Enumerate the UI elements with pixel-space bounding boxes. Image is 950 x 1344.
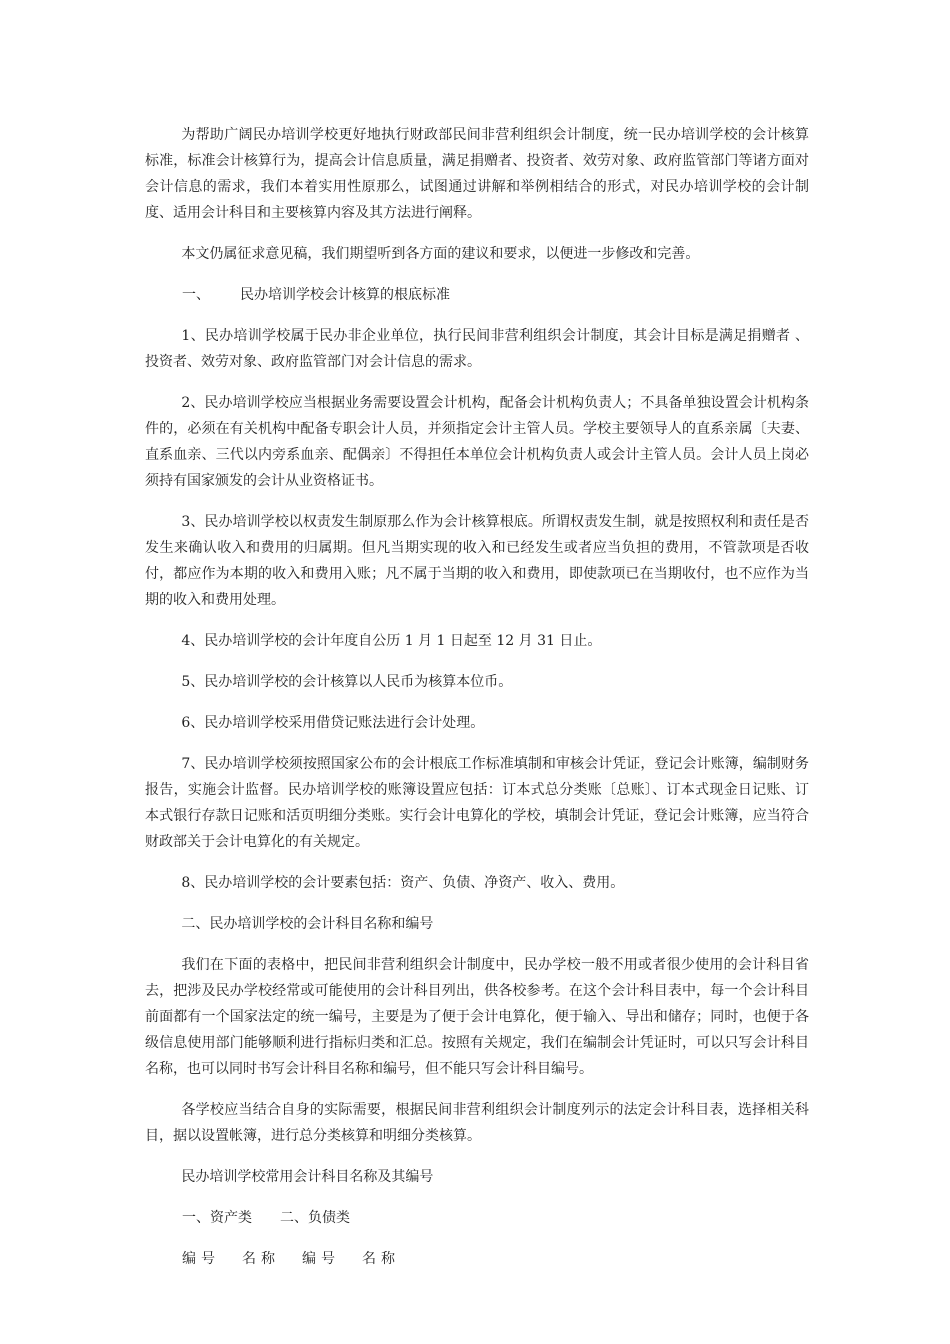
section-2-heading: 二、民办培训学校的会计科目名称和编号	[181, 916, 434, 932]
section-1-item-7: 7、民办培训学校须按照国家公布的会计根底工作标准填制和审核会计凭证，登记会计账簿，编制财务报告，实施会计监督。民办培训学校的账簿设置应包括：订本式总分类账〔总账〕、订本式现金日记账、订本式银行存款日记账和活页明细分类账。实行会计电算化的学校，填制会计凭证，登记会计账簿，应当符合财政部关于会计电算化的有关规定。	[145, 756, 809, 850]
section-1-number: 一、	[182, 287, 210, 303]
section-1-item-2: 2、民办培训学校应当根据业务需要设置会计机构，配备会计机构负责人；不具备单独设置会计机构条件的，必须在有关机构中配备专职会计人员，并须指定会计主管人员。学校主要领导人的直系亲属〔夫妻、直系血亲、三代以内旁系血亲、配偶亲〕不得担任本单位会计机构负责人或会计主管人员。会计人员上岗必须持有国家颁发的会计从业资格证书。	[145, 395, 809, 489]
category-assets: 一、资产类	[182, 1210, 252, 1226]
column-header-code-1: 编号	[182, 1251, 220, 1267]
table-title: 民办培训学校常用会计科目名称及其编号	[181, 1169, 434, 1185]
column-header-name-2: 名称	[362, 1251, 400, 1267]
column-header-name-1: 名称	[242, 1251, 280, 1267]
intro-paragraph-1: 为帮助广阔民办培训学校更好地执行财政部民间非营利组织会计制度，统一民办培训学校的会计核算标准，标准会计核算行为，提高会计信息质量，满足捐赠者、投资者、效劳对象、政府监管部门等诸方面对会计信息的需求，我们本着实用性原那么，试图通过讲解和举例相结合的形式，对民办培训学校的会计制度、适用会计科目和主要核算内容及其方法进行阐释。	[145, 127, 809, 221]
section-2-paragraph-1: 我们在下面的表格中，把民间非营利组织会计制度中，民办学校一般不用或者很少使用的会计科目省去，把涉及民办学校经常或可能使用的会计科目列出，供各校参考。在这个会计科目表中，每一个会计科目前面都有一个国家法定的统一编号，主要是为了便于会计电算化，便于输入、导出和储存；同时，也便于各级信息使用部门能够顺利进行指标归类和汇总。按照有关规定，我们在编制会计凭证时，可以只写会计科目名称，也可以同时书写会计科目名称和编号，但不能只写会计科目编号。	[145, 957, 809, 1077]
section-1-item-4: 4、民办培训学校的会计年度自公历 1 月 1 日起至 12 月 31 日止。	[181, 633, 602, 649]
intro-paragraph-2: 本文仍属征求意见稿，我们期望听到各方面的建议和要求，以便进一步修改和完善。	[181, 246, 700, 262]
section-1-heading	[145, 282, 809, 308]
section-1-item-3: 3、民办培训学校以权责发生制原那么作为会计核算根底。所谓权责发生制，就是按照权利和责任是否发生来确认收入和费用的归属期。但凡当期实现的收入和已经发生或者应当负担的费用，不管款项是否收付，都应作为本期的收入和费用入账；凡不属于当期的收入和费用，即使款项已在当期收付，也不应作为当期的收入和费用处理。	[145, 514, 809, 608]
category-row	[145, 1205, 809, 1231]
column-header-code-2: 编号	[302, 1251, 340, 1267]
section-1-item-5: 5、民办培训学校的会计核算以人民币为核算本位币。	[181, 674, 513, 690]
document-page	[145, 122, 809, 1272]
table-header-row	[145, 1246, 809, 1272]
section-2-paragraph-2: 各学校应当结合自身的实际需要，根据民间非营利组织会计制度列示的法定会计科目表，选择相关科目，据以设置帐簿，进行总分类核算和明细分类核算。	[145, 1102, 809, 1144]
section-1-title: 民办培训学校会计核算的根底标准	[240, 287, 450, 303]
section-1-item-6: 6、民办培训学校采用借贷记账法进行会计处理。	[181, 715, 485, 731]
section-1-item-1: 1、民办培训学校属于民办非企业单位，执行民间非营利组织会计制度，其会计目标是满足捐赠者 、投资者、效劳对象、政府监管部门对会计信息的需求。	[145, 328, 809, 370]
category-liabilities: 二、负债类	[280, 1210, 350, 1226]
section-1-item-8: 8、民办培训学校的会计要素包括：资产、负债、净资产、收入、费用。	[181, 875, 625, 891]
